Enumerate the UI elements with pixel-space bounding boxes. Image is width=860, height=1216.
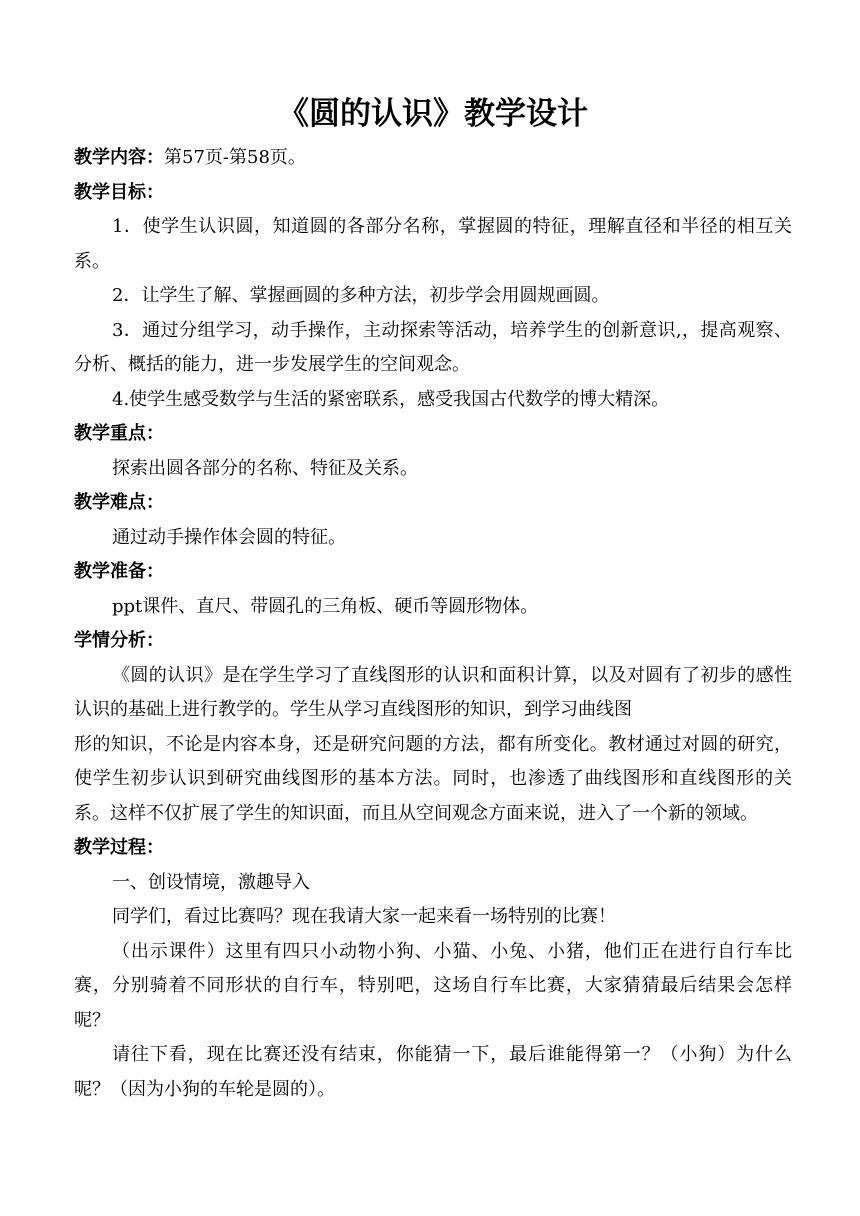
content-line: [74, 141, 792, 176]
content-value: 第57页-第58页。: [164, 147, 306, 168]
objectives-heading: 教学目标：: [74, 181, 164, 203]
objective-item-3: 3．通过分组学习，动手操作，主动探索等活动，培养学生的创新意识,，提高观察、分析、概括的能力，进一步发展学生的空间观念。: [74, 319, 792, 375]
document-page: [74, 92, 792, 1107]
objective-item-2: 2．让学生了解、掌握画圆的多种方法，初步学会用圆规画圆。: [112, 285, 610, 306]
analysis-text-part1: 《圆的认识》是在学生学习了直线图形的认识和面积计算，以及对圆有了初步的感性认识的基础上进行教学的。学生从学习直线图形的知识，到学习曲线图: [74, 664, 792, 720]
process-paragraph-4: 请往下看，现在比赛还没有结束，你能猜一下，最后谁能得第一？（小狗）为什么呢？（因为小狗的车轮是圆的）。: [74, 1044, 792, 1100]
objective-item-1: 1．使学生认识圆，知道圆的各部分名称，掌握圆的特征，理解直径和半径的相互关系。: [74, 216, 792, 272]
analysis-text-part2: 形的知识，不论是内容本身，还是研究问题的方法，都有所变化。教材通过对圆的研究，使学生初步认识到研究曲线图形的基本方法。同时，也渗透了曲线图形和直线图形的关系。这样不仅扩展了学生的知识面，而且从空间观念方面来说，进入了一个新的领域。: [74, 733, 792, 824]
preparation-text: ppt课件、直尺、带圆孔的三角板、硬币等圆形物体。: [112, 595, 539, 617]
preparation-heading: 教学准备：: [74, 561, 164, 582]
analysis-heading: 学情分析：: [74, 630, 164, 651]
process-heading: 教学过程：: [74, 837, 164, 858]
process-paragraph-3: （出示课件）这里有四只小动物小狗、小猫、小兔、小猪，他们正在进行自行车比赛，分别骑着不同形状的自行车，特别吧，这场自行车比赛，大家猜猜最后结果会怎样呢？: [74, 940, 792, 1031]
difficulties-heading: 教学难点：: [74, 492, 164, 513]
process-paragraph-2: 同学们，看过比赛吗？现在我请大家一起来看一场特别的比赛！: [112, 906, 616, 927]
content-label: 教学内容：: [74, 147, 164, 168]
key-points-heading: 教学重点：: [74, 423, 164, 444]
document-title: 《圆的认识》教学设计: [278, 96, 588, 132]
objective-item-4: 4.使学生感受数学与生活的紧密联系，感受我国古代数学的博大精深。: [112, 388, 670, 410]
process-paragraph-1: 一、创设情境，激趣导入: [112, 871, 310, 893]
difficulties-text: 通过动手操作体会圆的特征。: [112, 526, 346, 548]
key-points-text: 探索出圆各部分的名称、特征及关系。: [112, 457, 418, 479]
